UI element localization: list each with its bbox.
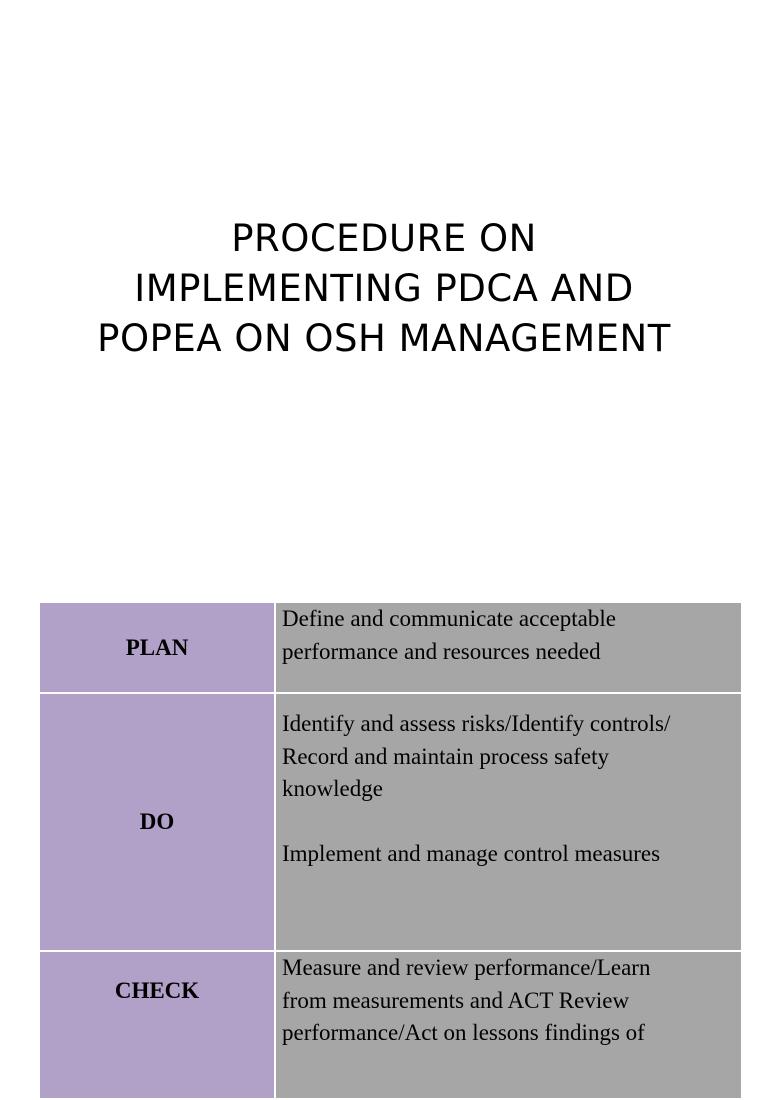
check-paragraph-1: Measure and review performance/Learn from measurements and ACT Review performance/Act on lessons findings of	[282, 955, 651, 1045]
description-cell-do	[275, 693, 742, 951]
plan-paragraph-1: Define and communicate acceptable performance and resources needed	[282, 606, 616, 664]
table-row-do	[39, 693, 742, 951]
description-cell-check	[275, 951, 742, 1099]
title-line-2: IMPLEMENTING PDCA AND	[134, 267, 634, 310]
description-cell-plan	[275, 602, 742, 693]
pdca-table	[38, 601, 743, 1100]
title-line-3: POPEA ON OSH MANAGEMENT	[97, 317, 671, 360]
do-paragraph-1: Identify and assess risks/Identify controls/ Record and maintain process safety knowledge	[282, 711, 671, 801]
phase-cell-check: CHECK	[39, 951, 275, 1099]
page-title	[0, 214, 768, 364]
paragraph-gap	[282, 806, 735, 839]
table-row-check	[39, 951, 742, 1099]
phase-cell-do: DO	[39, 693, 275, 951]
phase-cell-plan: PLAN	[39, 602, 275, 693]
table-row-plan	[39, 602, 742, 693]
do-paragraph-2: Implement and manage control measures	[282, 841, 661, 866]
title-line-1: PROCEDURE ON	[231, 217, 537, 260]
